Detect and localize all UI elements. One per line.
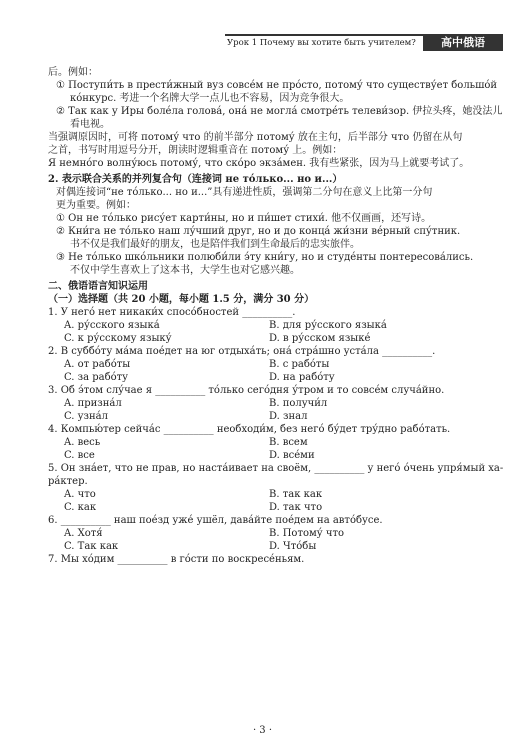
option: B. для ру́сского языка́ <box>269 320 387 331</box>
example-2: ② Кни́га не то́лько наш лу́чший друг, но и до конца́ жи́зни ве́рный спу́тник. <box>56 226 461 237</box>
question-stem: 7. Мы хо́дим __________ в го́сти по воскресе́ньям. <box>48 554 305 565</box>
text-line: 对偶连接词“не то́лько... но и...”具有递进性质，强调第二分句在意义上比第一分句 <box>56 187 433 198</box>
option-row <box>48 449 498 462</box>
option: B. так как <box>269 489 323 500</box>
option-row <box>48 436 498 449</box>
option-row <box>48 371 498 384</box>
option: A. весь <box>64 437 101 448</box>
question-stem: 1. У него́ нет никаки́х спосо́бностей __________. <box>48 307 296 318</box>
section-heading-2: 2. 表示联合关系的并列复合句（连接词 не то́лько... но и...） <box>48 174 343 185</box>
option: B. получи́л <box>269 398 328 409</box>
example-2-cont: 看电视。 <box>70 119 110 130</box>
text-line: 更为重要。例如： <box>56 200 136 211</box>
option-row <box>48 501 498 514</box>
exercise-heading: （一）选择题（共 20 小题，每小题 1.5 分，满分 30 分） <box>48 294 315 305</box>
option: C. как <box>64 502 97 513</box>
option: A. Хотя́ <box>64 528 103 539</box>
option-row <box>48 488 498 501</box>
lesson-title: Урок 1 Почему вы хотите быть учителем? <box>227 38 416 48</box>
option: C. к ру́сскому языку́ <box>64 333 172 344</box>
option: A. призна́л <box>64 398 122 409</box>
option: B. Потому́ что <box>269 528 345 539</box>
option-row <box>48 540 498 553</box>
part-heading: 二、俄语语言知识运用 <box>48 281 148 292</box>
option: A. ру́сского языка́ <box>64 320 160 331</box>
option: D. все́ми <box>269 450 315 461</box>
option: C. за рабо́ту <box>64 372 129 383</box>
option: A. что <box>64 489 96 500</box>
example-3: ③ Не то́лько шко́льники полюби́ли э́ту кни́гу, но и студе́нты понтересова́лись. <box>56 252 474 263</box>
page-content <box>48 66 504 566</box>
text-line: 当强调原因时，可将 потому́ что 的前半部分 потому́ 放在主句，后半部分 что 仍留在从句 <box>48 132 463 143</box>
option: D. на рабо́ту <box>269 372 335 383</box>
question-stem: 6. __________ наш поéзд уже́ ушёл, дава́йте поéдем на авто́бусе. <box>48 515 383 526</box>
text-line: 之首，书写时用逗号分开，朗读时逻辑重音在 потому́ 上。例如： <box>48 145 343 156</box>
question-stem: 5. Он зна́ет, что не прав, но наста́ивает на своём, __________ у него́ о́чень упря́мый ха- <box>48 463 504 474</box>
option: D. в ру́сском языке́ <box>269 333 371 344</box>
book-tag: 高中俄语 <box>423 34 503 51</box>
option-row <box>48 410 498 423</box>
question-stem-cont: ра́ктер. <box>48 476 88 487</box>
page-number: · 3 · <box>252 725 273 736</box>
option-row <box>48 527 498 540</box>
option-row <box>48 358 498 371</box>
example-3-cont: 不仅中学生喜欢上了这本书，大学生也对它感兴趣。 <box>70 265 300 276</box>
example-1: ① Он не то́лько рису́ет карти́ны, но и пи́шет стихи́. 他不仅画画，还写诗。 <box>56 213 432 224</box>
example-1-cont: ко́нкурс. 考进一个名牌大学一点儿也不容易，因为竞争很大。 <box>70 93 350 104</box>
option: D. Что́бы <box>269 541 317 552</box>
option: B. всем <box>269 437 308 448</box>
option: B. с рабо́ты <box>269 359 330 370</box>
running-header <box>225 34 503 56</box>
question-stem: 2. В суббо́ту ма́ма поéдет на юг отдыха́ть; она́ стра́шно уста́ла __________. <box>48 346 436 357</box>
option-row <box>48 319 498 332</box>
option: D. так что <box>269 502 323 513</box>
text-line: 后。例如： <box>48 67 98 78</box>
option: C. узна́л <box>64 411 108 422</box>
option-row <box>48 397 498 410</box>
option: D. знал <box>269 411 308 422</box>
option: C. Так как <box>64 541 119 552</box>
example-2: ② Так как у Иры боле́ла голова́, она́ не могла́ смотре́ть телеви́зор. 伊拉头疼，她没法儿 <box>56 106 503 117</box>
example-1: ① Поступи́ть в прести́жный вуз совсе́м не про́сто, потому́ что существу́ет большо́й <box>56 80 498 91</box>
option: A. от рабо́ты <box>64 359 131 370</box>
option: C. все <box>64 450 95 461</box>
question-stem: 4. Компью́тер сейча́с __________ необходи́м, без него́ бу́дет тру́дно рабо́тать. <box>48 424 451 435</box>
text-line: Я немно́го волну́юсь потому́, что ско́ро экза́мен. 我有些紧张，因为马上就要考试了。 <box>48 158 470 169</box>
question-stem: 3. Об э́том слу́чае я __________ то́лько сего́дня у́тром и то совсе́м случа́йно. <box>48 385 445 396</box>
example-2-cont: 书不仅是我们最好的朋友，也是陪伴我们到生命最后的忠实旅伴。 <box>70 239 360 250</box>
option-row <box>48 332 498 345</box>
